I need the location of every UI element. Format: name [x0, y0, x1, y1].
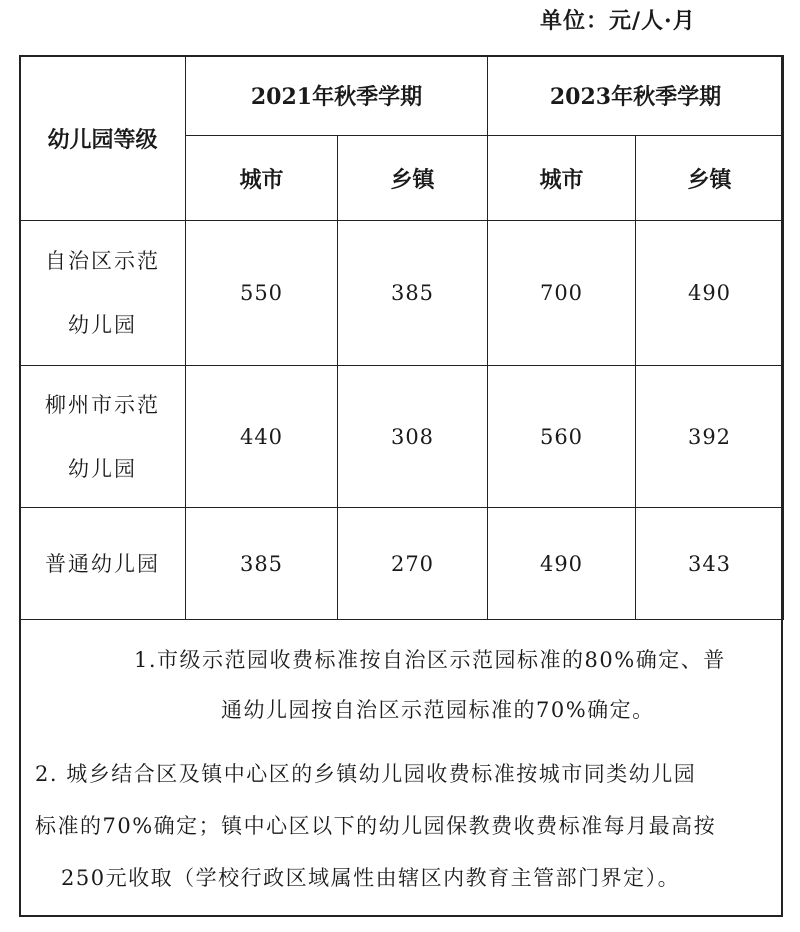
cell-2023-city: 700 — [488, 221, 636, 366]
cell-2021-city: 440 — [186, 366, 338, 508]
header-period-2023: 2023年秋季学期 — [488, 56, 784, 136]
cell-2021-town: 385 — [338, 221, 488, 366]
cell-2023-city: 490 — [488, 508, 636, 620]
header-2021-town: 乡镇 — [338, 136, 488, 221]
cell-2021-city: 550 — [186, 221, 338, 366]
note-2-line-2: 标准的70%确定；镇中心区以下的幼儿园保教费收费标准每月最高按 — [35, 814, 717, 838]
row-level-name-line2: 幼儿园 — [68, 313, 137, 337]
row-level-name-line1: 自治区示范 — [45, 249, 160, 273]
note-1-line-1: 1.市级示范园收费标准按自治区示范园标准的80%确定、普 — [134, 648, 726, 672]
header-2023-city: 城市 — [488, 136, 636, 221]
header-2023-town: 乡镇 — [636, 136, 784, 221]
notes-section — [21, 618, 781, 914]
cell-2023-town: 343 — [636, 508, 784, 620]
cell-2021-city: 385 — [186, 508, 338, 620]
row-level-name-line2: 幼儿园 — [68, 456, 137, 481]
cell-2023-city: 560 — [488, 366, 636, 508]
row-level-name-line1: 柳州市示范 — [45, 392, 160, 417]
note-1-line-2: 通幼儿园按自治区示范园标准的70%确定。 — [221, 698, 655, 722]
cell-2021-town: 270 — [338, 508, 488, 620]
row-level-name: 普通幼儿园 — [20, 508, 186, 620]
header-2021-city: 城市 — [186, 136, 338, 221]
note-2-line-1: 2. 城乡结合区及镇中心区的乡镇幼儿园收费标准按城市同类幼儿园 — [35, 762, 697, 786]
cell-2021-town: 308 — [338, 366, 488, 508]
cell-2023-town: 490 — [636, 221, 784, 366]
header-period-2021: 2021年秋季学期 — [186, 56, 488, 136]
cell-2023-town: 392 — [636, 366, 784, 508]
header-level: 幼儿园等级 — [20, 56, 186, 221]
unit-label: 单位：元/人·月 — [540, 8, 696, 34]
note-2-line-3: 250元收取（学校行政区域属性由辖区内教育主管部门界定）。 — [61, 866, 681, 890]
